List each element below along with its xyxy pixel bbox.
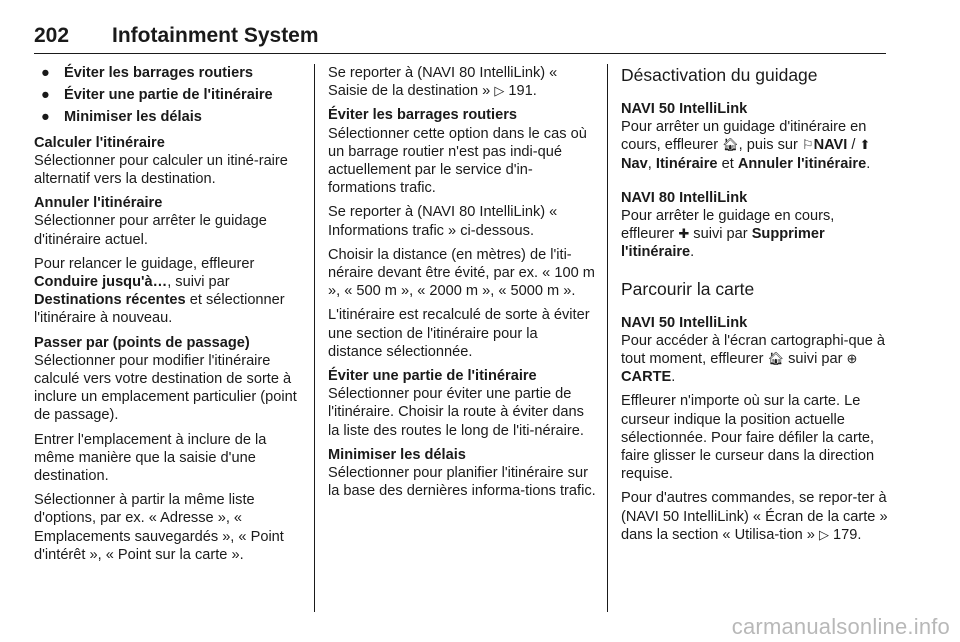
page-header <box>34 24 886 54</box>
paragraph: Sélectionner à partir la même liste d'options, par ex. « Adresse », « Emplacements sauvegardés », « Point d'intérêt », « Point sur la carte ». <box>34 492 284 563</box>
browse-reference <box>621 489 889 544</box>
section-text: Sélectionner pour arrêter le guidage d'itinéraire actuel. <box>34 213 267 248</box>
column-1 <box>34 64 304 570</box>
text: Se reporter à (NAVI 80 IntelliLink) « Saisie de la destination » <box>328 65 558 100</box>
bold-term: Conduire jusqu'à… <box>34 274 168 291</box>
text: suivi par <box>784 351 847 368</box>
text: et <box>717 155 738 172</box>
section-minimize-delays <box>328 446 596 501</box>
resume-paragraph <box>34 255 304 328</box>
bold-term: NAVI <box>813 137 848 154</box>
text: Pour relancer le guidage, effleurer <box>34 255 255 272</box>
text: et sélectionner l'itinéraire à nouveau. <box>34 292 285 327</box>
map-icon: ⊕ <box>846 351 858 367</box>
browse-text <box>621 332 889 387</box>
subheading: NAVI 50 IntelliLink <box>621 314 748 331</box>
section-heading: Passer par (points de passage) <box>34 334 250 351</box>
bold-term: Destinations récentes <box>34 292 186 309</box>
bullet-icon: ● <box>41 65 50 81</box>
heading-deactivation: Désactivation du guidage <box>621 65 818 85</box>
section-roadblock <box>328 106 596 197</box>
section-heading: Éviter les barrages routiers <box>328 107 517 124</box>
text: Pour d'autres commandes, se repor-ter à (NAVI 50 IntelliLink) « Écran de la carte » dans la section « Utilisa-tion » <box>621 490 888 543</box>
plus-icon: ✚ <box>678 226 690 242</box>
heading-browse-map: Parcourir la carte <box>621 278 755 299</box>
bullet-item <box>34 108 304 126</box>
text: / <box>847 137 860 154</box>
section-heading: Éviter une partie de l'itinéraire <box>328 368 537 385</box>
section-cancel <box>34 194 304 249</box>
bold-term: Itinéraire <box>655 155 718 172</box>
bullet-icon: ● <box>41 109 50 126</box>
paragraph: Entrer l'emplacement à inclure de la même manière que la saisie d'une destination. <box>34 431 267 485</box>
section-heading: Annuler l'itinéraire <box>34 195 163 212</box>
bold-term: Supprimer l'itinéraire <box>621 226 825 261</box>
flag-icon: ⚐ <box>801 137 814 153</box>
paragraph: Effleurer n'importe où sur la carte. Le curseur indique la position actuelle sélectionnée. Pour faire défiler la carte, faire glisser le curseur dans la direction requise. <box>621 393 875 483</box>
text: Pour accéder à l'écran cartographi-que à tout moment, effleurer <box>621 332 886 368</box>
text: . <box>690 244 695 261</box>
page-ref: 191. <box>508 83 537 100</box>
subheading: NAVI 50 IntelliLink <box>621 101 748 117</box>
page-number: 202 <box>34 24 70 47</box>
paragraph: Choisir la distance (en mètres) de l'iti-néraire devant être évité, par ex. « 100 m », « 500 m », « 2000 m », « 5000 m ». <box>328 246 595 300</box>
text: suivi par <box>689 226 752 243</box>
bold-term: CARTE <box>621 369 672 386</box>
column-3 <box>621 64 889 550</box>
home-icon: 🏠︎ <box>722 137 739 153</box>
section-heading: Minimiser les délais <box>328 446 466 463</box>
bullet-text: Éviter une partie de l'itinéraire <box>64 87 273 104</box>
reference-paragraph <box>328 64 596 100</box>
watermark: carmanualsonline.info <box>731 614 950 639</box>
section-text: Sélectionner pour calculer un itiné-raire alternatif vers la destination. <box>34 152 288 188</box>
column-2 <box>328 64 596 506</box>
section-text: Sélectionner pour éviter une partie de l'itinéraire. Choisir la route à éviter dans la liste des routes le long de l'iti-néraire. <box>328 386 584 439</box>
deactivation-80-text <box>621 207 889 262</box>
page-ref: 179. <box>833 526 862 543</box>
section-calculate <box>34 134 304 189</box>
text: Pour arrêter un guidage d'itinéraire en cours, effleurer <box>621 119 867 154</box>
header-rule <box>34 53 886 54</box>
section-avoid-part <box>328 367 596 440</box>
bold-term: Nav <box>621 155 648 172</box>
section-heading: Calculer l'itinéraire <box>34 134 165 151</box>
bullet-item <box>34 86 304 104</box>
navigation-arrow-icon: ⬆ <box>859 137 871 153</box>
page-title: Infotainment System <box>112 24 319 47</box>
bullet-text: Minimiser les délais <box>64 109 202 126</box>
column-divider-2 <box>607 64 608 612</box>
page-arrow-icon: ▷ <box>494 83 505 99</box>
subheading: NAVI 80 IntelliLink <box>621 189 748 206</box>
column-divider-1 <box>314 64 315 612</box>
text: . <box>671 369 676 386</box>
paragraph: Se reporter à (NAVI 80 IntelliLink) « Informations trafic » ci-dessous. <box>328 204 558 239</box>
text: . <box>866 155 871 172</box>
text: , suivi par <box>167 274 230 291</box>
page-arrow-icon: ▷ <box>818 526 829 542</box>
bullet-text: Éviter les barrages routiers <box>64 65 253 81</box>
paragraph: L'itinéraire est recalculé de sorte à éviter une section de l'itinéraire pour la distance sélectionnée. <box>328 307 590 360</box>
section-text: Sélectionner pour modifier l'itinéraire calculé vers votre destination de sorte à inclure un emplacement particulier (point de passage). <box>34 352 297 424</box>
bullet-item <box>34 64 304 82</box>
deactivation-50-text <box>621 118 889 173</box>
text: Pour arrêter le guidage en cours, effleurer <box>621 208 835 243</box>
section-text: Sélectionner pour planifier l'itinéraire sur la base des dernières informa-tions trafic. <box>328 465 596 500</box>
bold-term: Annuler l'itinéraire <box>737 155 867 172</box>
text: , puis sur <box>738 137 802 154</box>
bullet-icon: ● <box>41 87 50 104</box>
home-icon: 🏠︎ <box>767 351 785 367</box>
text: , <box>647 155 656 172</box>
section-via <box>34 334 304 425</box>
section-text: Sélectionner cette option dans le cas où un barrage routier n'est pas indi-qué actuellement par le service d'in-formations trafic. <box>328 125 587 197</box>
